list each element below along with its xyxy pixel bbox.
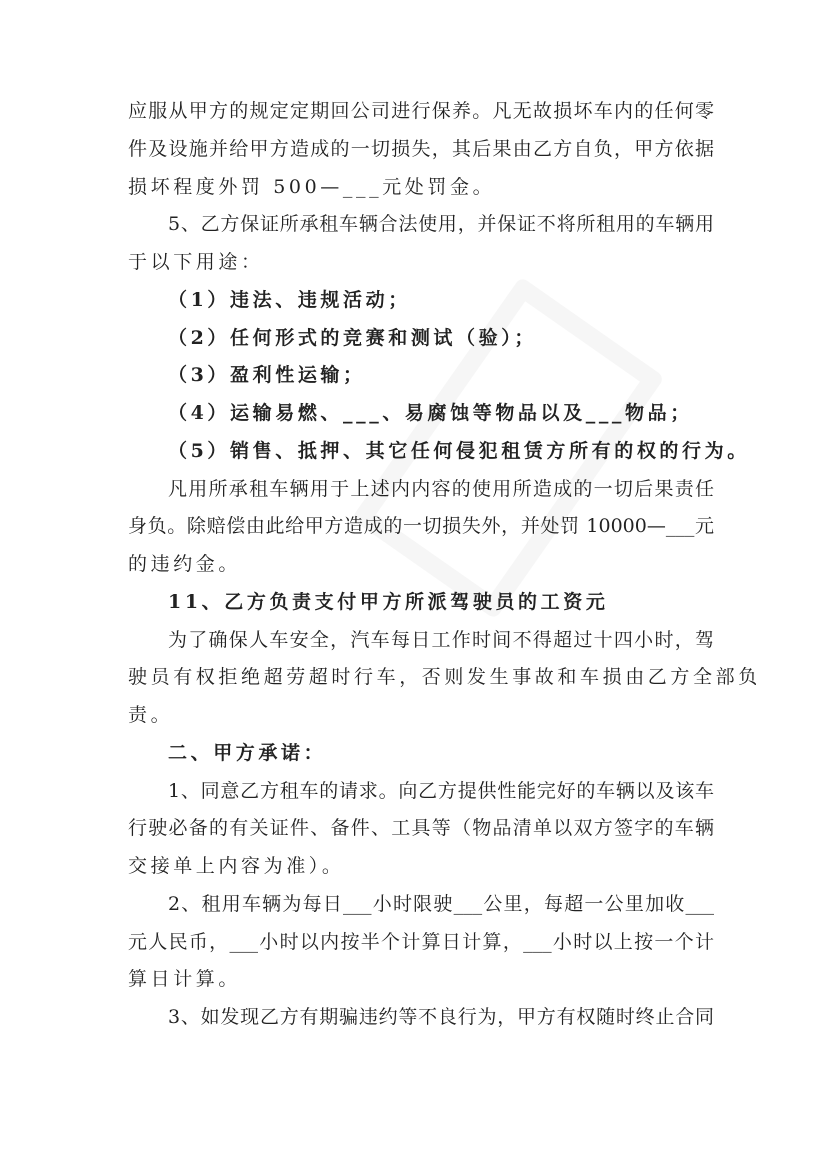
text-line: 身负。除赔偿由此给甲方造成的一切损失外，并处罚 10000—___元 (128, 515, 714, 538)
list-item: （3）盈利性运输； (168, 364, 366, 387)
list-item: （1）违法、违规活动； (168, 288, 411, 311)
text-line: 责。 (128, 704, 174, 726)
clause-2: 2、租用车辆为每日___小时限驶___公里，每超一公里加收___ (168, 892, 714, 915)
clause-3: 3、如发现乙方有期骗违约等不良行为，甲方有权随时终止合同 (168, 1006, 714, 1028)
text-line: 交接单上内容为准）。 (128, 855, 345, 877)
text-line: 为了确保人车安全，汽车每日工作时间不得超过十四小时，驾 (168, 628, 714, 651)
list-item: （4）运输易燃、___、易腐蚀等物品以及___物品； (168, 402, 693, 424)
text-line: 元人民币，___小时以内按半个计算日计算，___小时以上按一个计 (128, 930, 714, 953)
text-line: 算日计算。 (128, 968, 242, 991)
text-line: 损坏程度外罚 500—___元处罚金。 (128, 175, 496, 198)
text-line: 件及设施并给甲方造成的一切损失，其后果由乙方自负，甲方依据 (128, 137, 714, 160)
document-body (128, 93, 761, 1037)
text-line: 于以下用途： (128, 251, 264, 273)
clause-11-heading: 11、乙方负责支付甲方所派驾驶员的工资元 (168, 590, 609, 613)
text-line: 应服从甲方的规定定期回公司进行保养。凡无故损坏车内的任何零 (128, 100, 714, 122)
text-line: 驶员有权拒绝超劳超时行车，否则发生事故和车损由乙方全部负 (128, 666, 761, 689)
text-line: 的违约金。 (128, 553, 242, 575)
text-line: 行驶必备的有关证件、备件、工具等（物品清单以双方签字的车辆 (128, 817, 714, 840)
text-line: 凡用所承租车辆用于上述内内容的使用所造成的一切后果责任 (168, 477, 714, 500)
list-item: （2）任何形式的竞赛和测试（验）； (168, 326, 537, 349)
clause-1: 1、同意乙方租车的请求。向乙方提供性能完好的车辆以及该车 (168, 779, 714, 802)
clause-5: 5、乙方保证所承租车辆合法使用，并保证不将所租用的车辆用 (168, 213, 714, 236)
section-heading: 二、甲方承诺： (168, 741, 327, 764)
list-item: （5）销售、抵押、其它任何侵犯租赁方所有的权的行为。 (168, 439, 750, 462)
